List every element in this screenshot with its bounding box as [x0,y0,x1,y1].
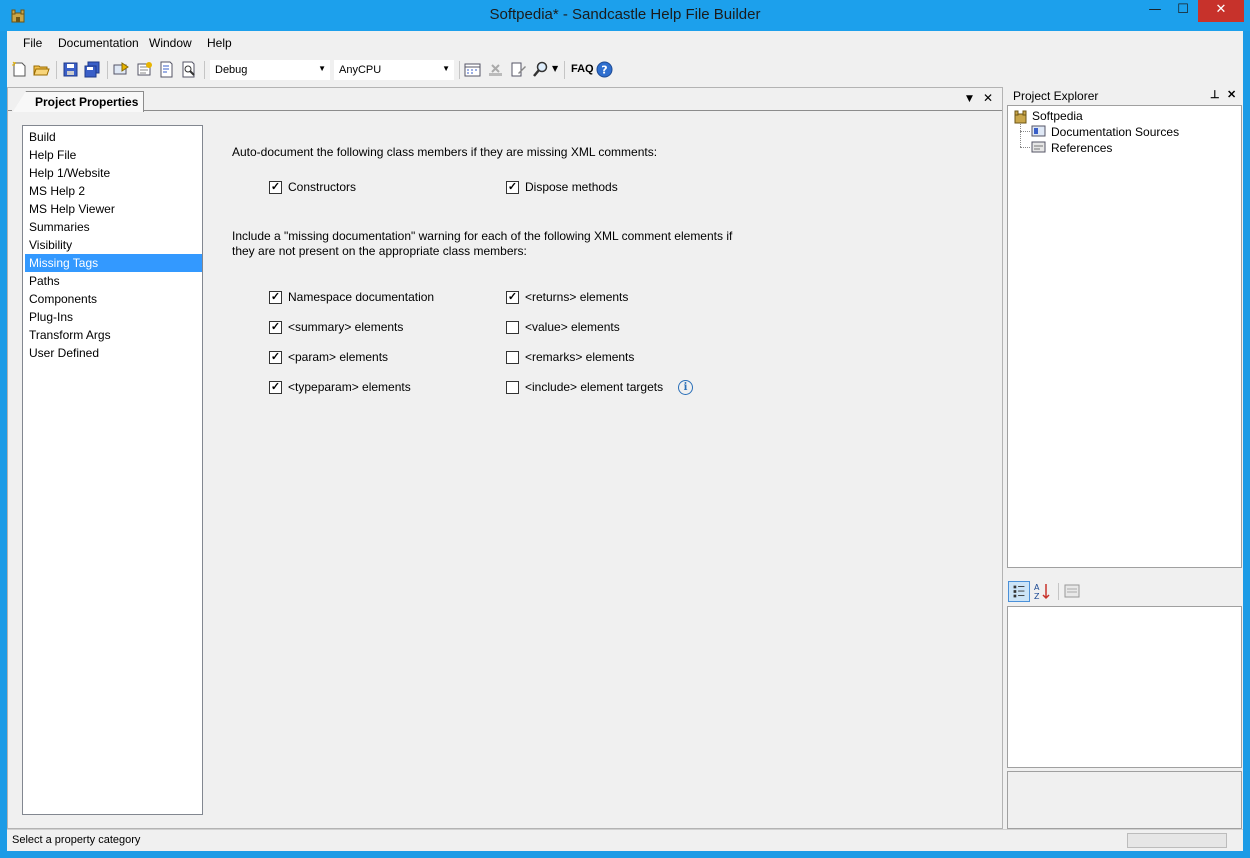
category-missing-tags[interactable]: Missing Tags [25,254,202,272]
menu-documentation[interactable]: Documentation [58,36,139,50]
checkbox-box[interactable]: ✓ [270,381,281,393]
property-description [1007,771,1242,829]
svg-text:Z: Z [1034,592,1040,601]
toolbar-separator [1058,583,1059,600]
tree-connector [1020,147,1030,148]
tree-node-references[interactable]: References [1051,141,1113,155]
category-list [22,125,203,815]
save-icon[interactable] [62,61,79,78]
document-tab-strip [8,88,1002,111]
category-components[interactable]: Components [29,292,98,306]
build-icon[interactable] [113,61,130,78]
checkbox-label: <param> elements [288,350,389,364]
checkbox-label: Dispose methods [525,180,618,194]
project-icon [1013,109,1028,124]
project-explorer-title: Project Explorer [1013,89,1099,103]
checkbox-label: Constructors [288,180,357,194]
tree-node-documentation-sources[interactable]: Documentation Sources [1051,125,1180,139]
category-help1-website[interactable]: Help 1/Website [29,166,111,180]
checkbox-box[interactable]: ✓ [270,351,281,363]
client-area [7,31,1243,851]
category-help-file[interactable]: Help File [29,148,77,162]
project-tree [1007,105,1242,568]
toolbar-separator [107,61,108,79]
missing-warning-label-line1: Include a "missing documentation" warning for each of the following XML comment elements if [232,229,733,243]
svg-text:?: ? [601,63,608,77]
document-area [7,87,1003,829]
clean-output-icon[interactable] [487,61,504,78]
checkbox-box[interactable]: ✓ [507,181,518,193]
svg-text:A: A [1034,583,1040,592]
tree-connector [1020,124,1021,147]
categorized-view-icon[interactable] [1008,581,1030,602]
open-project-icon[interactable] [33,61,50,78]
chevron-down-icon[interactable]: ▼ [552,64,559,73]
checkbox-label: Namespace documentation [288,290,435,304]
entity-references-icon[interactable] [464,61,481,78]
checkbox-label: <include> element targets [525,380,664,394]
progress-bar [1127,833,1227,848]
checkbox-box[interactable]: ✓ [507,291,518,303]
alphabetical-sort-icon[interactable] [1032,581,1054,602]
checkbox-box[interactable] [506,381,519,394]
close-panel-icon[interactable]: ✕ [1227,89,1237,101]
pin-icon[interactable]: ⊥ [1210,89,1220,101]
category-visibility[interactable]: Visibility [29,238,73,252]
tab-project-properties[interactable] [12,91,144,112]
references-icon [1031,141,1046,153]
checkbox-box[interactable]: ✓ [270,181,281,193]
save-all-icon[interactable] [84,61,101,78]
title-bar[interactable] [0,0,1250,31]
tab-label: Project Properties [35,95,139,109]
view-log-icon[interactable] [180,61,197,78]
checkbox-box[interactable] [506,321,519,334]
chevron-down-icon: ▼ [442,64,450,73]
new-project-icon[interactable] [11,61,28,78]
minimize-button[interactable]: — [1148,2,1162,17]
close-button[interactable]: ✕ [1198,0,1244,22]
checkbox-label: <value> elements [525,320,620,334]
project-explorer-panel [1006,87,1243,829]
menu-bar [7,31,1243,55]
checkbox-label: <returns> elements [525,290,629,304]
toolbar-separator [564,61,565,79]
tree-node-project[interactable]: Softpedia [1032,109,1083,123]
checkbox-box[interactable]: ✓ [270,321,281,333]
category-transform-args[interactable]: Transform Args [29,328,111,342]
window-title: Softpedia* - Sandcastle Help File Builder [489,6,761,23]
checkbox-box[interactable]: ✓ [270,291,281,303]
configuration-value: Debug [215,64,248,76]
close-tab-icon[interactable]: ✕ [983,91,994,105]
toolbar-separator [459,61,460,79]
configuration-dropdown[interactable] [210,60,330,80]
category-build[interactable]: Build [29,130,56,144]
category-user-defined[interactable]: User Defined [29,346,100,360]
maximize-button[interactable]: ☐ [1177,2,1189,17]
status-bar [7,829,1243,851]
toolbar-separator [204,61,205,79]
category-paths[interactable]: Paths [29,274,60,288]
toolbar [7,56,1243,84]
platform-value: AnyCPU [339,64,382,76]
property-grid-toolbar [1007,579,1242,603]
checkbox-box[interactable] [506,351,519,364]
faq-button[interactable]: FAQ [571,63,594,75]
toolbar-separator [56,61,57,79]
help-icon[interactable] [596,61,613,78]
tab-list-dropdown[interactable]: ▼ [966,94,973,104]
project-explorer-header [1006,87,1243,105]
checkbox-label: <typeparam> elements [288,380,411,394]
info-icon[interactable]: i [678,380,693,395]
properties-icon[interactable] [136,61,153,78]
category-plug-ins[interactable]: Plug-Ins [29,310,74,324]
missing-warning-label-line2: they are not present on the appropriate class members: [232,244,527,258]
category-ms-help-2[interactable]: MS Help 2 [29,184,86,198]
property-grid[interactable] [1007,606,1242,768]
menu-file[interactable]: File [23,36,43,50]
menu-window[interactable]: Window [149,36,192,50]
property-pages-icon[interactable] [1061,581,1083,602]
status-text: Select a property category [12,834,141,846]
chevron-down-icon: ▼ [318,64,326,73]
auto-document-label: Auto-document the following class members if they are missing XML comments: [232,145,658,159]
category-ms-help-viewer[interactable]: MS Help Viewer [29,202,115,216]
checkbox-label: <summary> elements [288,320,404,334]
search-icon[interactable] [532,61,549,78]
checkbox-label: <remarks> elements [525,350,635,364]
tree-connector [1020,131,1030,132]
edit-content-icon[interactable] [510,61,527,78]
category-summaries[interactable]: Summaries [29,220,90,234]
menu-help[interactable]: Help [207,36,232,50]
documentation-sources-icon [1031,125,1046,137]
view-help-icon[interactable] [158,61,175,78]
platform-dropdown[interactable] [334,60,454,80]
